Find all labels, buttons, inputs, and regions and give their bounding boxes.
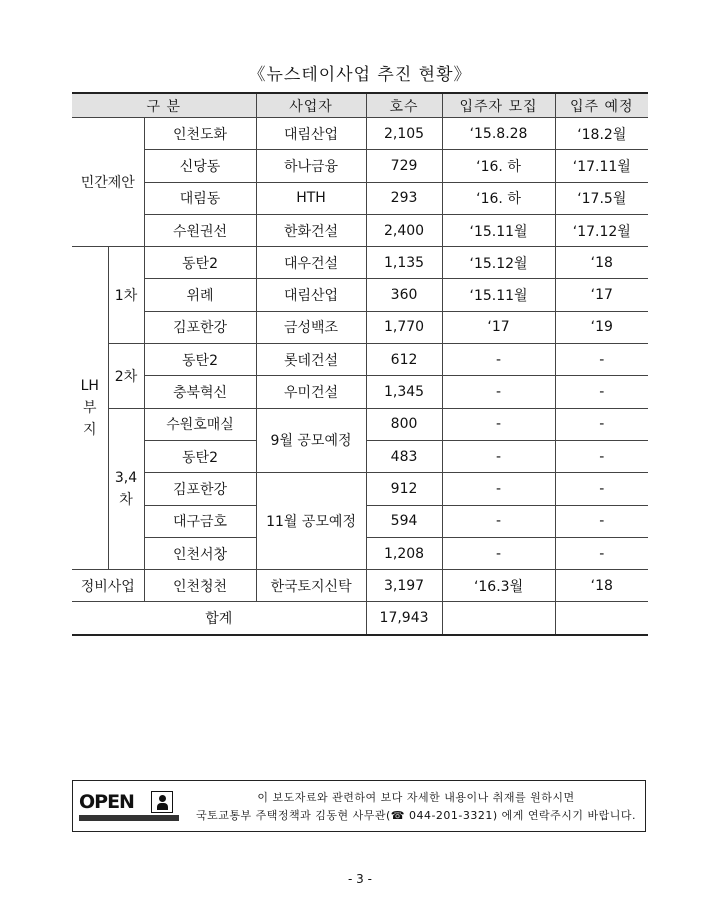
row-company: 우미건설 xyxy=(256,376,366,408)
header-company: 사업자 xyxy=(256,93,366,118)
row-company: 대우건설 xyxy=(256,247,366,279)
total-label: 합계 xyxy=(72,602,366,635)
group-redevelopment: 정비사업 xyxy=(72,570,144,602)
row-recruitment: ‘15.8.28 xyxy=(442,118,555,150)
row-name: 대구금호 xyxy=(144,505,256,537)
row-units: 612 xyxy=(366,344,442,376)
row-units: 293 xyxy=(366,182,442,214)
row-company: 롯데건설 xyxy=(256,344,366,376)
row-company: 한화건설 xyxy=(256,214,366,246)
row-move-in: - xyxy=(555,440,648,472)
row-units: 483 xyxy=(366,440,442,472)
row-name: 인천청천 xyxy=(144,570,256,602)
open-logo-text: OPEN xyxy=(79,791,134,813)
row-name: 김포한강 xyxy=(144,311,256,343)
table-row xyxy=(72,279,648,311)
row-company: 금성백조 xyxy=(256,311,366,343)
open-license-logo xyxy=(79,789,183,825)
row-name: 동탄2 xyxy=(144,247,256,279)
group-lh-round34-label: 3,4 차 xyxy=(114,469,138,508)
row-company: 대림산업 xyxy=(256,279,366,311)
row-move-in: ‘17.11월 xyxy=(555,150,648,182)
row-name: 동탄2 xyxy=(144,440,256,472)
group-private: 민간제안 xyxy=(72,118,144,247)
header-move-in: 입주 예정 xyxy=(555,93,648,118)
contact-line-2: 국토교통부 주택정책과 김동현 사무관(☎ 044-201-3321) 에게 연락주시기 바랍니다. xyxy=(195,809,637,822)
row-units: 2,105 xyxy=(366,118,442,150)
row-recruitment: - xyxy=(442,505,555,537)
contact-text xyxy=(191,789,641,825)
table-row xyxy=(72,182,648,214)
row-recruitment: - xyxy=(442,376,555,408)
row-move-in: ‘18.2월 xyxy=(555,118,648,150)
row-recruitment: - xyxy=(442,440,555,472)
row-company: 한국토지신탁 xyxy=(256,570,366,602)
row-recruitment: - xyxy=(442,344,555,376)
row-move-in: - xyxy=(555,473,648,505)
row-units: 800 xyxy=(366,408,442,440)
row-name: 동탄2 xyxy=(144,344,256,376)
table-header-row xyxy=(72,93,648,118)
row-units: 360 xyxy=(366,279,442,311)
row-recruitment: - xyxy=(442,537,555,569)
row-name: 인천도화 xyxy=(144,118,256,150)
row-move-in: ‘19 xyxy=(555,311,648,343)
row-units: 912 xyxy=(366,473,442,505)
table-row xyxy=(72,214,648,246)
contact-line-1: 이 보도자료와 관련하여 보다 자세한 내용이나 취재를 원하시면 xyxy=(257,791,575,804)
row-units: 1,208 xyxy=(366,537,442,569)
row-recruitment: - xyxy=(442,408,555,440)
row-recruitment: ‘17 xyxy=(442,311,555,343)
row-move-in: - xyxy=(555,408,648,440)
license-type-strip xyxy=(79,815,179,821)
table-row xyxy=(72,344,648,376)
row-name: 충북혁신 xyxy=(144,376,256,408)
header-category: 구 분 xyxy=(72,93,256,118)
newstay-status-table xyxy=(72,92,648,636)
row-name: 대림동 xyxy=(144,182,256,214)
row-units: 594 xyxy=(366,505,442,537)
total-empty-cell xyxy=(555,602,648,635)
row-name: 수원권선 xyxy=(144,214,256,246)
row-name: 인천서창 xyxy=(144,537,256,569)
contact-box xyxy=(72,780,646,832)
row-recruitment: ‘15.12월 xyxy=(442,247,555,279)
group-lh-round34 xyxy=(108,408,144,569)
row-move-in: ‘17 xyxy=(555,279,648,311)
table-row xyxy=(72,408,648,440)
page-title: 《뉴스테이사업 추진 현황》 xyxy=(248,65,472,85)
total-empty-cell xyxy=(442,602,555,635)
row-company: 9월 공모예정 xyxy=(256,408,366,473)
row-recruitment: - xyxy=(442,473,555,505)
page-number: - 3 - xyxy=(348,872,372,886)
table-row xyxy=(72,570,648,602)
row-company: 대림산업 xyxy=(256,118,366,150)
row-company: 하나금융 xyxy=(256,150,366,182)
row-name: 위례 xyxy=(144,279,256,311)
group-lh-label: LH 부 지 xyxy=(80,378,99,439)
row-units: 1,345 xyxy=(366,376,442,408)
row-units: 2,400 xyxy=(366,214,442,246)
row-move-in: ‘17.12월 xyxy=(555,214,648,246)
row-move-in: ‘18 xyxy=(555,570,648,602)
row-move-in: - xyxy=(555,376,648,408)
row-move-in: ‘17.5월 xyxy=(555,182,648,214)
group-lh-round2: 2차 xyxy=(108,344,144,409)
table-row xyxy=(72,311,648,343)
row-move-in: - xyxy=(555,344,648,376)
row-name: 김포한강 xyxy=(144,473,256,505)
header-recruitment: 입주자 모집 xyxy=(442,93,555,118)
row-recruitment: ‘16. 하 xyxy=(442,150,555,182)
row-company: 11월 공모예정 xyxy=(256,473,366,570)
row-units: 1,770 xyxy=(366,311,442,343)
table-row xyxy=(72,150,648,182)
row-move-in: - xyxy=(555,505,648,537)
row-units: 3,197 xyxy=(366,570,442,602)
table-row xyxy=(72,376,648,408)
table-row xyxy=(72,118,648,150)
attribution-person-icon xyxy=(151,791,173,813)
header-units: 호수 xyxy=(366,93,442,118)
table-row xyxy=(72,473,648,505)
group-lh xyxy=(72,247,108,570)
row-move-in: - xyxy=(555,537,648,569)
row-units: 1,135 xyxy=(366,247,442,279)
table-row xyxy=(72,247,648,279)
row-units: 729 xyxy=(366,150,442,182)
total-units: 17,943 xyxy=(366,602,442,635)
row-recruitment: ‘15.11월 xyxy=(442,214,555,246)
row-company: HTH xyxy=(256,182,366,214)
total-row xyxy=(72,602,648,635)
row-recruitment: ‘16.3월 xyxy=(442,570,555,602)
group-lh-round1: 1차 xyxy=(108,247,144,344)
row-recruitment: ‘15.11월 xyxy=(442,279,555,311)
row-name: 신당동 xyxy=(144,150,256,182)
row-recruitment: ‘16. 하 xyxy=(442,182,555,214)
row-name: 수원호매실 xyxy=(144,408,256,440)
row-move-in: ‘18 xyxy=(555,247,648,279)
